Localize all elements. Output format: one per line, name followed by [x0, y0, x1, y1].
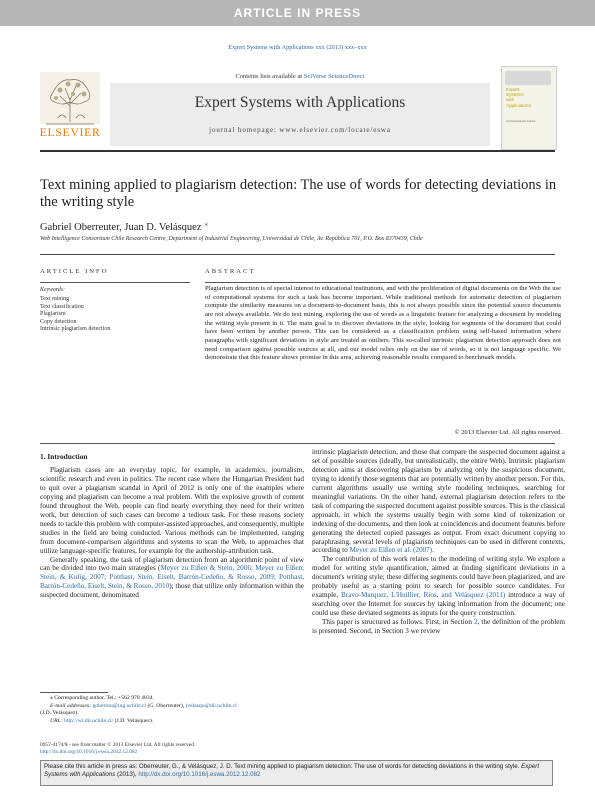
paragraph-text: This paper is structured as follows. First, in Section	[322, 618, 475, 627]
keyword-item: Text mining	[40, 296, 70, 302]
article-info-rule	[40, 282, 190, 283]
email-owner: (G. Oberreuter),	[146, 702, 186, 709]
journal-cover-thumbnail	[501, 66, 557, 150]
sciencedirect-link[interactable]: SciVerse ScienceDirect	[303, 73, 365, 80]
url-link[interactable]: http://wi.dii.uchile.cl/	[64, 717, 114, 724]
author-list	[40, 219, 555, 233]
cite-doi-link[interactable]: http://dx.doi.org/10.1016/j.eswa.2012.12.082	[138, 771, 261, 779]
copyright-notice: © 2013 Elsevier Ltd. All rights reserved.	[454, 429, 562, 436]
intro-paragraph	[312, 555, 565, 618]
cite-year: (2013),	[115, 771, 139, 779]
cover-title-line: Applications	[506, 102, 531, 108]
paragraph-text: ); those that utilize only information within the suspected document, denominated	[40, 582, 304, 600]
article-in-press-banner: ARTICLE IN PRESS	[0, 0, 595, 26]
intro-paragraph	[312, 618, 565, 636]
paper-title: Text mining applied to plagiarism detection: The use of words for detecting deviations in the writing style	[40, 177, 557, 210]
intro-paragraph	[312, 448, 565, 555]
citation-link[interactable]: Meyer zu Eißen & Stein, 2006; Meyer zu Eißen, Stein, & Kulig, 2007; Potthast, Stein, Eiselt, Barrón-Cedeño, & Rosso, 2009; Potthast, Barrón-Cedeño, Eiselt, Stein, & Rosso, 2010	[40, 564, 305, 591]
doi-link[interactable]: http://dx.doi.org/10.1016/j.eswa.2012.12.082	[40, 749, 138, 755]
body-rule	[40, 443, 555, 444]
citation-link[interactable]: Bravo-Marquez, L'Huillier, Ríos, and Velásquez (2011)	[341, 591, 506, 600]
url-owner: (J.D. Velásquez).	[113, 717, 154, 724]
affiliation: Web Intelligence Consortium Chile Research Centre, Department of Industrial Engineering, Universidad de Chile, Av. República 701, P.O. Box 8370439, Chile	[40, 236, 423, 242]
corresponding-author-note: ⁎ Corresponding author. Tel.: +562 978 4834.	[50, 695, 154, 701]
keyword-item: Plagiarism	[40, 311, 66, 318]
citation-link[interactable]: Meyer zu Eißen et al. (2007)	[349, 546, 433, 555]
cover-band	[505, 71, 551, 85]
issn-notice	[40, 742, 310, 756]
article-info-heading: ARTICLE INFO	[40, 268, 109, 275]
contents-line	[110, 73, 490, 80]
abstract-rule	[205, 282, 555, 283]
contents-prefix: Contents lists available at	[235, 73, 304, 80]
url-label: URL:	[50, 717, 63, 724]
abstract-text: Plagiarism detection is of special interest to educational institutions, and with the proliferation of digital documents on the Web the use of computational systems for such a task has become important. While traditional methods for automatic detection of plagiarism compute the similarity measures on a document-to-document basis, this is not always possible since the potential source documents are not always available. We do text mining, exploring the use of words as a linguistic feature for analyzing a document by modeling the writing style present in it. The main goal is to discover deviations in the style, looking for segments of the document that could have been written by another person. This can be considered as a classification problem using self-based information where paragraphs with significant deviations in style are treated as outliers. This so-called intrinsic plagiarism detection approach does not need comparison against possible sources at all, and our model relies only on the use of words, so it is not language specific. We demonstrate that this feature shows promise in this area, achieving reasonable results compared to benchmark models.	[205, 285, 561, 362]
journal-homepage[interactable]: journal homepage: www.elsevier.com/locate/eswa	[209, 126, 391, 134]
paragraph-text: Generally speaking, the task of plagiarism detection from an algorithmic point of view can be divided into two main strategies (	[40, 555, 304, 573]
cover-title-line: Expert	[506, 87, 520, 92]
paragraph-text: , the definition of the problem is presented. Second, in Section 3 we review	[312, 618, 565, 636]
paragraph-text: The contribution of this work relates to the modeling of writing style. We explore a model for writing style quantification, aimed at finding significant deviations in a document's writing style; these differing segments could have been plagiarized, and are probably useful as a starting point to search for possible source candidates. For example,	[312, 555, 565, 600]
keyword-item: Intrinsic plagiarism detection	[40, 326, 111, 333]
body-column-right	[312, 448, 565, 636]
cover-title	[506, 87, 554, 108]
abstract-heading: ABSTRACT	[205, 268, 256, 275]
journal-reference-link[interactable]: Expert Systems with Applications xxx (2013) xxx–xxx	[228, 44, 367, 51]
email-owner: (J.D. Velásquez).	[40, 710, 79, 716]
authors-text: Gabriel Oberreuter, Juan D. Velásquez	[40, 222, 202, 233]
section-rule	[40, 254, 555, 255]
keyword-item: Text classification	[40, 303, 84, 310]
email-link[interactable]: jvelasqu@dii.uchile.cl	[185, 702, 237, 709]
intro-paragraph	[40, 556, 304, 601]
section-link[interactable]: 2	[474, 618, 478, 627]
intro-paragraph: Plagiarism cases are an everyday topic, for example, in academics, journalism, scientific research and even in politics. The recent case where the Hungarian President had to quit over a plagiarism scandal in April of 2012 is only one of the examples where copying and plagiarism can become a real problem. With the explosive growth of content found throughout the Web, people can find nearly everything they need for their written work, but detection of such cases can become a tedious task. For these reasons society needs to tackle this problem with computer-assisted approaches, and consequently, multiple studies in the field are being conducted. Various methods can be implemented, ranging from document-comparison algorithms and systems to scan the Web, to approaches that utilize language-specific features, for example for the authorship-attribution task.	[40, 466, 304, 555]
issn-line: 0957-4174/$ - see front matter © 2013 Elsevier Ltd. All rights reserved.	[40, 742, 196, 748]
keyword-list	[40, 296, 190, 334]
email-note	[40, 703, 304, 711]
paragraph-text: .	[432, 546, 434, 555]
email-link[interactable]: goberreu@ing.uchile.cl	[92, 702, 147, 709]
citation-box	[40, 760, 553, 786]
cover-title-line: with	[506, 97, 515, 103]
cite-journal: Expert Systems with Applications	[44, 763, 540, 779]
masthead-box	[110, 83, 490, 146]
introduction-heading: 1. Introduction	[40, 452, 88, 461]
footnotes	[40, 695, 304, 725]
journal-title: Expert Systems with Applications	[194, 94, 406, 111]
body-column-left	[40, 466, 304, 600]
cite-text: Please cite this article in press as: Oberreuter, G., & Velásquez, J. D. Text mining applied to plagiarism detection: The use of words for detecting deviations in the writing style.	[44, 763, 520, 770]
cover-subtitle: An International Journal	[506, 119, 536, 123]
cover-title-line: Systems	[506, 92, 524, 98]
paragraph-text: intrinsic plagiarism detection, and those that compare the suspected document against a set of possible sources (ideally, but unrealistically, the entire Web). Intrinsic plagiarism detection aims at discovering plagiarism by analyzing only the suspicious document, trying to identify those segments that are potentially written by another person. For this, current algorithms usually use writing style modeling techniques, searching for meaningful variations. On the other hand, external plagiarism detection refers to the task of comparing the suspected document against possible sources. This is the classical approach, in which the systems usually begin with some kind of tokenization or indexing of the documents, and then look at coincidences and document features before generating the detected copied passages as output. From exact document copying to paraphrasing, several levels of plagiarism techniques can be used in different contexts, according to	[312, 448, 565, 555]
elsevier-wordmark: ELSEVIER	[39, 125, 101, 139]
paragraph-text: introduce a way of searching over the Internet for sources by taking information from the document; one could use these deviated segments as inputs for the query construction.	[312, 591, 565, 618]
keywords-label: Keywords:	[40, 287, 65, 293]
url-note	[40, 718, 304, 726]
masthead-rule	[40, 150, 555, 152]
footnote-rule	[40, 692, 108, 693]
email-label: E-mail addresses:	[50, 702, 92, 709]
corresponding-author-mark[interactable]: ⁎	[204, 219, 209, 228]
keyword-item: Copy detection	[40, 318, 77, 325]
